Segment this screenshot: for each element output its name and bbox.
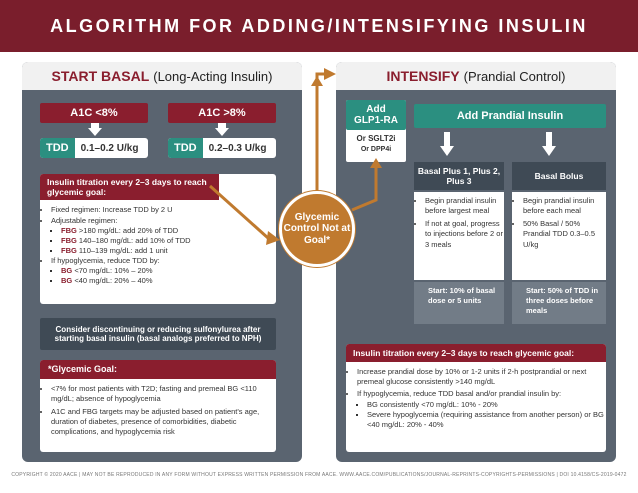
connector-basal-to-hub (210, 186, 268, 238)
list-item: ▪ FBG 140–180 mg/dL: add 10% of TDD (61, 236, 276, 246)
intensify-titration-title: Insulin titration every 2–3 days to reach glycemic goal: (346, 344, 606, 362)
connector-hub-to-intensify (317, 74, 326, 191)
list-item: ▪ FBG 110–139 mg/dL: add 1 unit (61, 246, 276, 256)
tdd-low-value: 0.1–0.2 U/kg (80, 142, 139, 154)
list-item: • A1C and FBG targets may be adjusted based on patient's age, duration of diabetes, presence of comorbidities, diabetic complications, and hypoglycemia risk (51, 407, 276, 437)
copyright-footer: COPYRIGHT © 2020 AACE | MAY NOT BE REPRODUCED IN ANY FORM WITHOUT EXPRESS WRITTEN PERMISSION FROM AACE. WWW.AACE.COM/PUBLICATIONS/JOURNAL-REPRINTS-COPYRIGHTS-PERMISSIONS | DOI 10.4158/CS-2019-0472 (11, 472, 627, 478)
arrow-right-icon (324, 68, 336, 80)
basal-titration-title: Insulin titration every 2–3 days to reach glycemic goal: (40, 174, 219, 200)
intensify-title: INTENSIFY (386, 68, 460, 84)
start-basal-title: START BASAL (51, 68, 150, 84)
list-item: ▪ BG <40 mg/dL: 20% – 40% (61, 276, 276, 286)
arrow-up-icon (311, 76, 323, 86)
basal-plus-header: Basal Plus 1, Plus 2, Plus 3 (414, 162, 504, 190)
list-item: ▪ FBG >180 mg/dL: add 20% of TDD (61, 226, 276, 236)
tdd-high-value: 0.2–0.3 U/kg (208, 142, 267, 154)
list-item: • 50% Basal / 50% Prandial TDD 0.3–0.5 U/kg (523, 219, 606, 249)
tdd-label: TDD (168, 138, 203, 158)
basal-plus-start: Start: 10% of basal dose or 5 units (414, 282, 504, 324)
basal-bolus-header: Basal Bolus (512, 162, 606, 190)
add-prandial-box: Add Prandial Insulin (414, 104, 606, 128)
a1c-high-box: A1C >8% (168, 103, 276, 123)
list-item: ▪ BG <70 mg/dL: 10% – 20% (61, 266, 276, 276)
list-item: ▪ Severe hypoglycemia (requiring assistance from another person) or BG <40 mg/dL: 20% - 40% (367, 410, 606, 430)
arrow-up-icon (370, 158, 382, 168)
list-item: • If hypoglycemia, reduce TDD by: ▪ BG <70 mg/dL: 10% – 20% ▪ BG <40 mg/dL: 20% – 40% (51, 256, 276, 286)
basal-bolus-start: Start: 50% of TDD in three doses before meals (512, 282, 606, 324)
glycemic-control-hub: Glycemic Control Not at Goal* (279, 191, 355, 267)
connector-glp1-to-hub (352, 162, 376, 210)
list-item: • Adjustable regimen: ▪ FBG >180 mg/dL: add 20% of TDD ▪ FBG 140–180 mg/dL: add 10% of TDD ▪ FBG 110–139 mg/dL: add 1 unit (51, 216, 276, 257)
sglt2-label: Or SGLT2i Or DPP4i (356, 134, 396, 153)
list-item: • Increase prandial dose by 10% or 1-2 units if 2-h postprandial or next premeal glucose consistently >140 mg/dL (357, 367, 606, 387)
sulfonylurea-note: Consider discontinuing or reducing sulfonylurea after starting basal insulin (basal analogs preferred to NPH) (40, 318, 276, 350)
a1c-low-box: A1C <8% (40, 103, 148, 123)
list-item: • <7% for most patients with T2D; fasting and premeal BG <110 mg/dL; absence of hypoglycemia (51, 384, 276, 404)
arrow-right-icon (266, 231, 280, 245)
glycemic-goal-title: *Glycemic Goal: (40, 360, 276, 379)
intensify-subtitle: (Prandial Control) (463, 68, 566, 84)
start-basal-subtitle: (Long-Acting Insulin) (153, 68, 273, 84)
list-item: ▪ BG consistently <70 mg/dL: 10% - 20% (367, 400, 606, 410)
tdd-label: TDD (40, 138, 75, 158)
list-item: • Begin prandial insulin before largest meal (425, 196, 504, 216)
list-item: • If hypoglycemia, reduce TDD basal and/or prandial insulin by: ▪ BG consistently <70 mg/dL: 10% - 20% ▪ Severe hypoglycemia (requiring assistance from another person) or BG <40 mg/dL: 20% - 40% (357, 389, 606, 430)
list-item: • If not at goal, progress to injections before 2 or 3 meals (425, 219, 504, 249)
page-title: ALGORITHM FOR ADDING/INTENSIFYING INSULIN (0, 0, 638, 52)
list-item: • Begin prandial insulin before each meal (523, 196, 606, 216)
list-item: • Fixed regimen: Increase TDD by 2 U (51, 205, 276, 215)
glp1-label: Add GLP1-RA (346, 100, 406, 130)
